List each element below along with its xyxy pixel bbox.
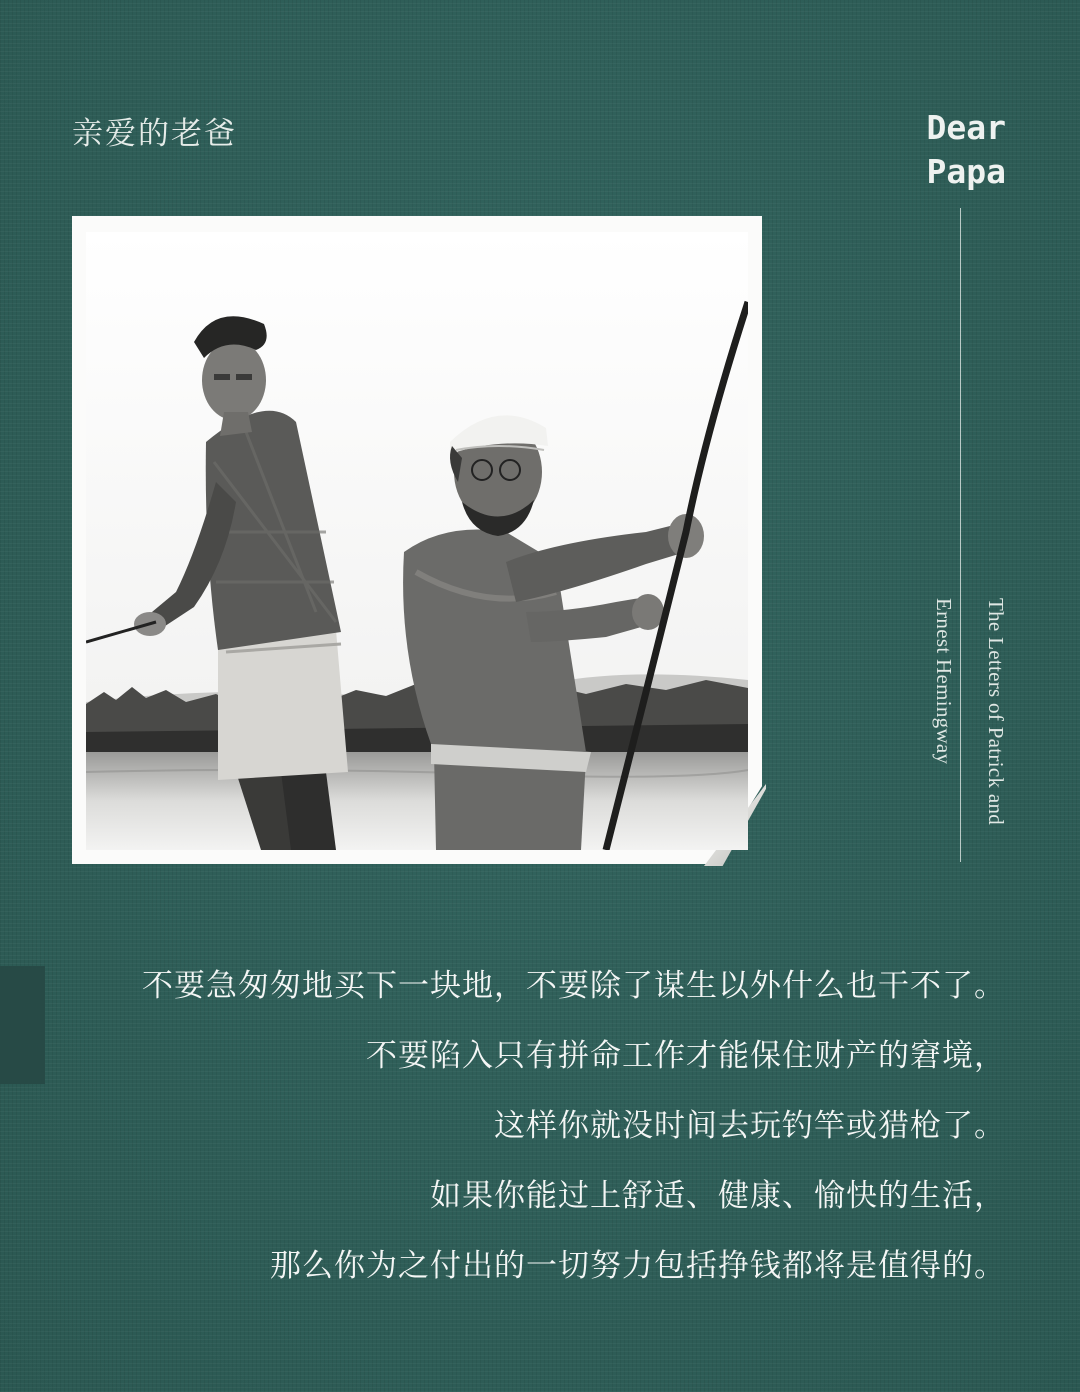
subtitle-line-2: Ernest Hemingway: [932, 598, 956, 765]
subtitle-line-1: The Letters of Patrick and: [984, 598, 1008, 826]
title-en-line-1: Dear: [926, 108, 1006, 147]
title-en-line-2: Papa: [926, 152, 1006, 191]
side-tab-accent: [0, 966, 45, 1084]
vertical-divider: [960, 208, 961, 862]
quote-line-1: 不要急匆匆地买下一块地，不要除了谋生以外什么也干不了。: [142, 968, 1006, 1004]
black-and-white-fishing-photo: [86, 232, 748, 850]
hemingway-quote: [142, 958, 1006, 1308]
quote-line-2: 不要陷入只有拼命工作才能保住财产的窘境，: [366, 1038, 1006, 1074]
quote-line-4: 如果你能过上舒适、健康、愉快的生活，: [430, 1178, 1006, 1214]
quote-line-3: 这样你就没时间去玩钓竿或猎枪了。: [494, 1108, 1006, 1144]
page-title-chinese: 亲爱的老爸: [72, 116, 237, 152]
page-title-english: [927, 106, 1006, 194]
quote-line-5: 那么你为之付出的一切努力包括挣钱都将是值得的。: [270, 1248, 1006, 1284]
